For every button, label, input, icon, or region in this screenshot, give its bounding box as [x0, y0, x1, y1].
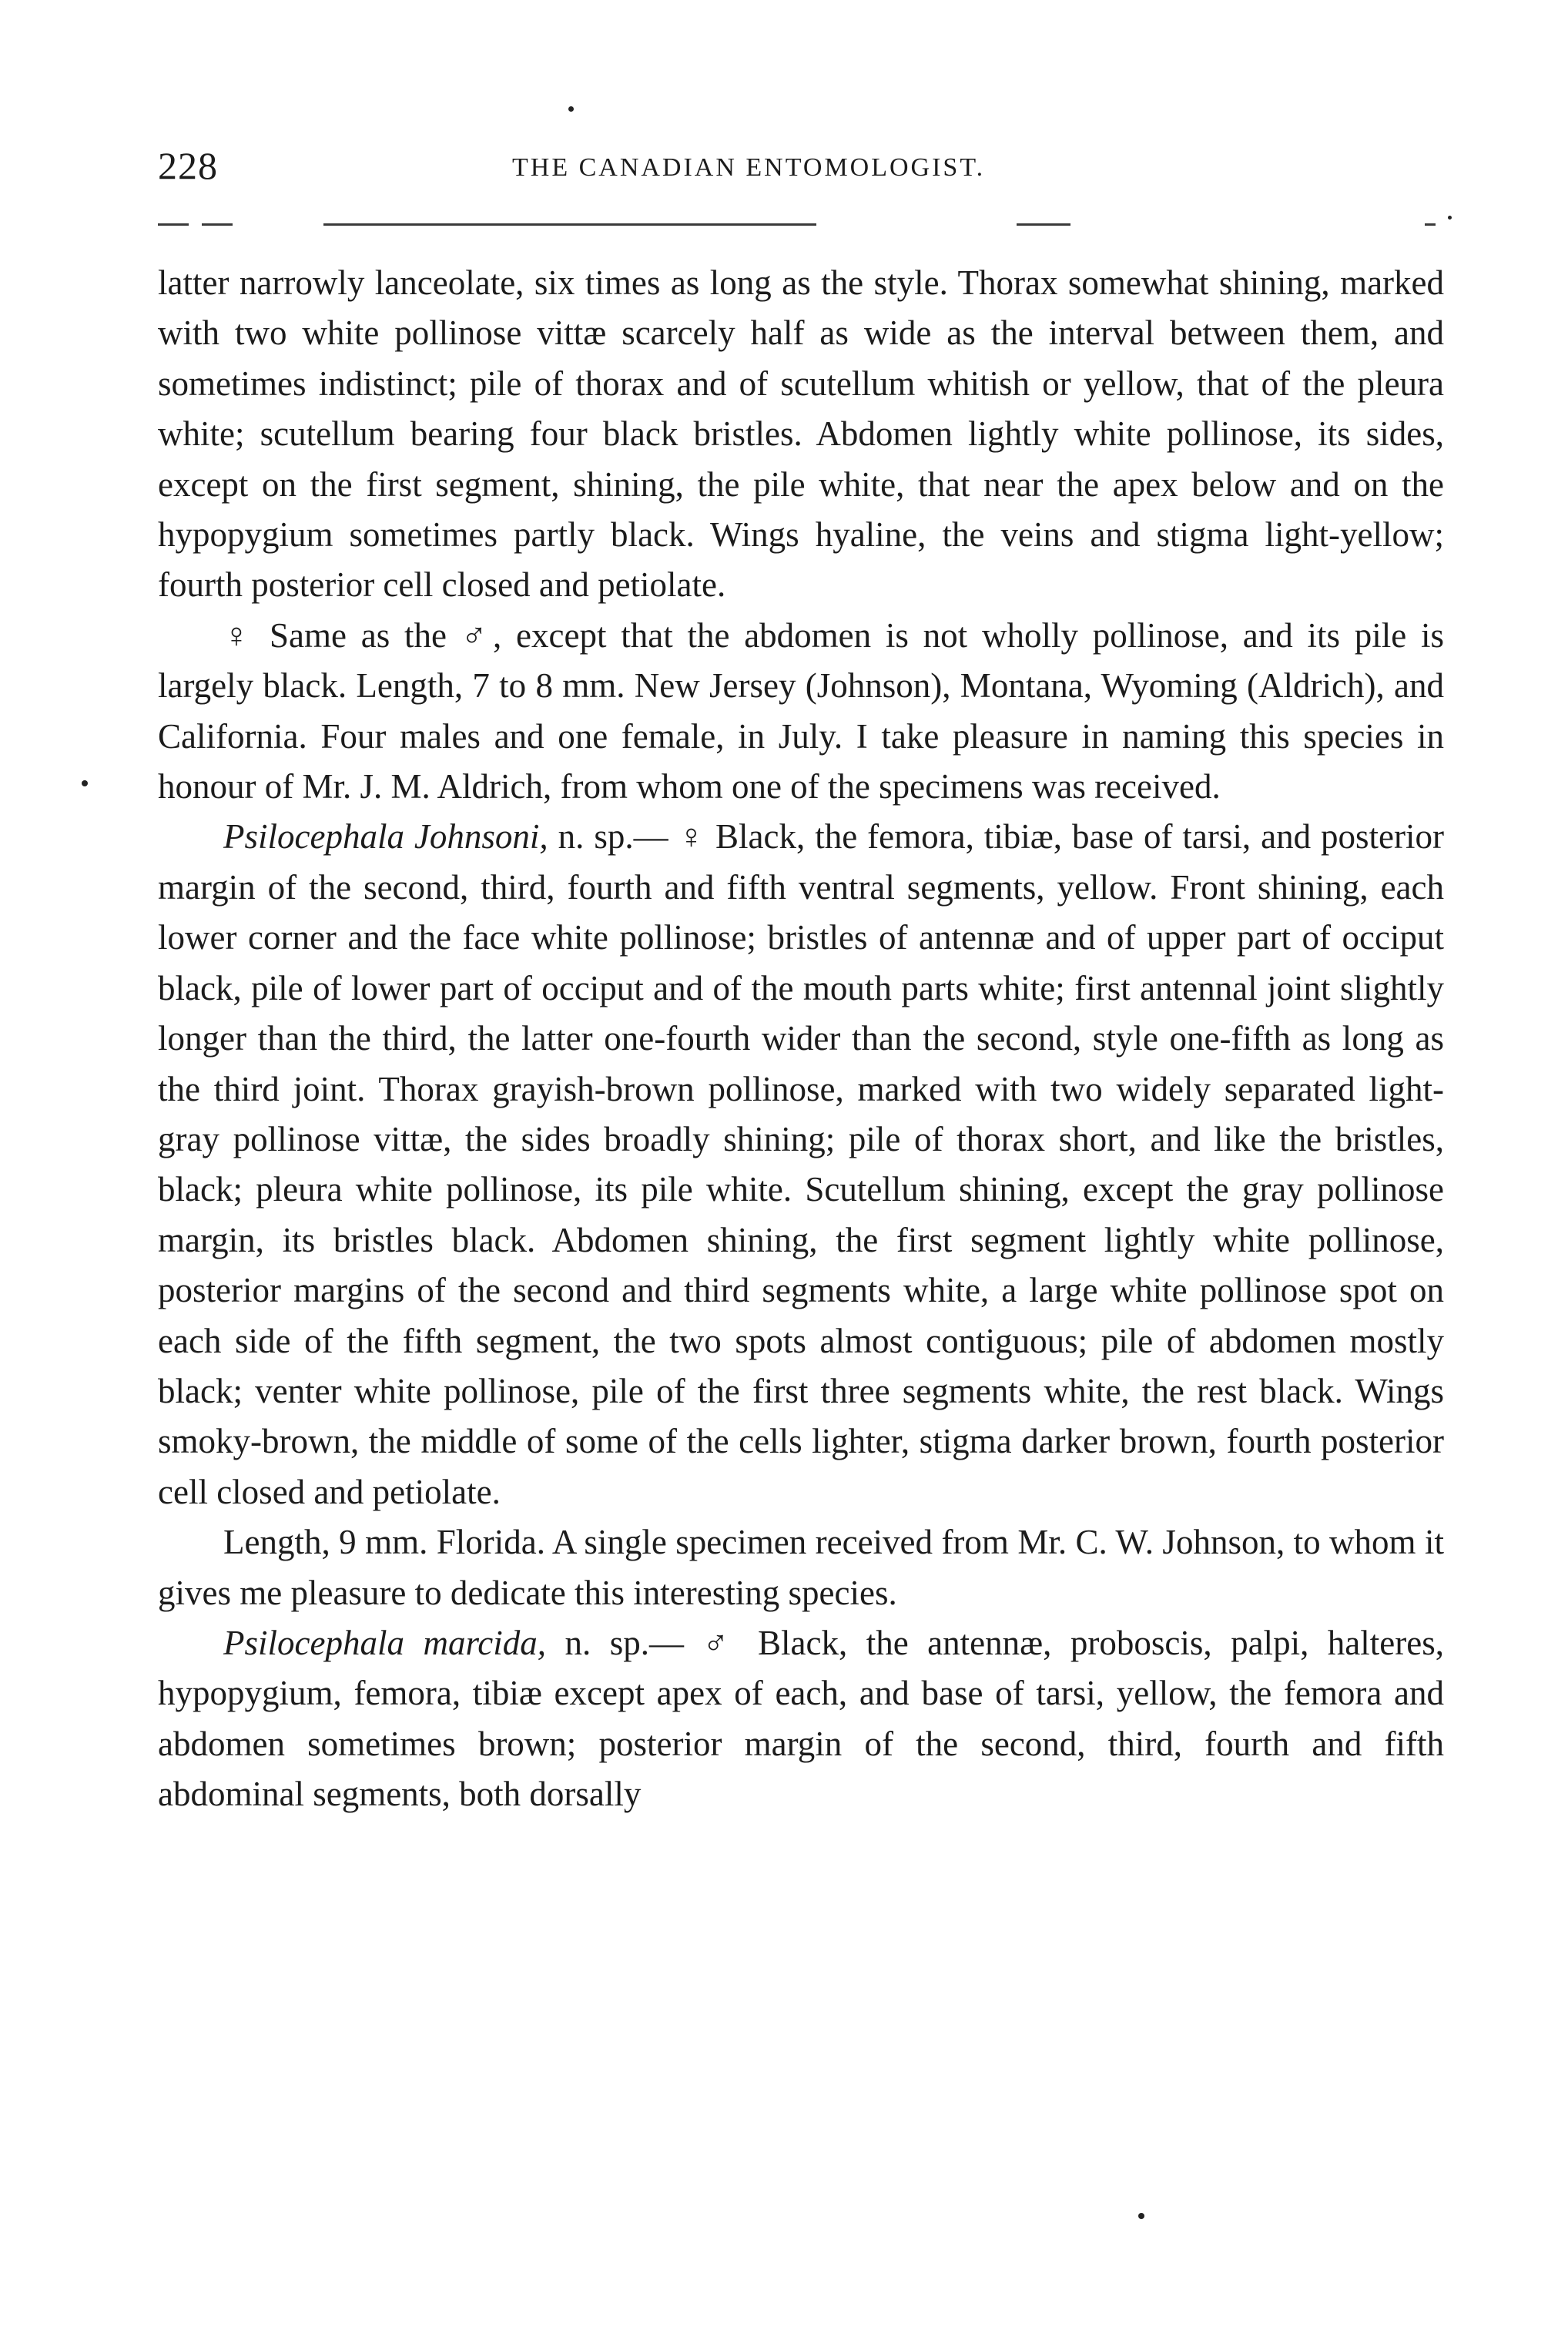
- page-number: 228: [158, 144, 218, 187]
- header-rule: [202, 223, 233, 226]
- species-name: Psilocephala Johnsoni,: [223, 817, 548, 857]
- journal-title: THE CANADIAN ENTOMOLOGIST.: [512, 153, 986, 182]
- scan-speck: [568, 106, 574, 112]
- article-body: [158, 258, 1444, 1820]
- running-header: [158, 142, 1444, 189]
- species-description: n. sp.— ♀ Black, the femora, tibiæ, base of tarsi, and posterior margin of the second, third, fourth and fifth ventral segments, yellow. Front shining, each lower corner and the face white pollinose; bristles of antennæ and of upper part of occiput black, pile of lower part of occiput and of the mouth parts white; first antennal joint slightly longer than the third, the latter one-fourth wider than the second, style one-fifth as long as the third joint. Thorax grayish-brown pollinose, marked with two widely separated light-gray pollinose vittæ, the sides broadly shining; pile of thorax short, and like the bristles, black; pleura white pollinose, its pile white. Scutellum shining, except the gray pollinose margin, its bristles black. Abdomen shining, the first segment lightly white pollinose, posterior margins of the second and third segments white, a large white pollinose spot on each side of the fifth segment, the two spots almost contiguous; pile of abdomen mostly black; venter white pollinose, pile of the first three segments white, the rest black. Wings smoky-brown, the middle of some of the cells lighter, stigma darker brown, fourth posterior cell closed and petiolate.: [158, 817, 1444, 1511]
- species-paragraph: [158, 1618, 1444, 1820]
- header-rule: [323, 223, 816, 226]
- header-rule: [1425, 223, 1436, 226]
- paragraph: Length, 9 mm. Florida. A single specimen received from Mr. C. W. Johnson, to whom it gives me pleasure to dedicate this interesting species.: [158, 1523, 1444, 1612]
- scan-speck: [1138, 2213, 1144, 2219]
- species-paragraph: [158, 812, 1444, 1517]
- species-description: n. sp.— ♂ Black, the antennæ, proboscis, palpi, halteres, hypopygium, femora, tibiæ except apex of each, and base of tarsi, yellow, the femora and abdomen sometimes brown; posterior margin of the second, third, fourth and fifth abdominal segments, both dorsally: [158, 1623, 1444, 1814]
- scan-speck: [82, 780, 88, 786]
- paragraph: latter narrowly lanceolate, six times as long as the style. Thorax somewhat shining, marked with two white pollinose vittæ scarcely half as wide as the interval between them, and sometimes indistinct; pile of thorax and of scutellum whitish or yellow, that of the pleura white; scutellum bearing four black bristles. Abdomen lightly white pollinose, its sides, except on the first segment, shining, the pile white, that near the apex below and on the hypopygium sometimes partly black. Wings hyaline, the veins and stigma light-yellow; fourth posterior cell closed and petiolate.: [158, 263, 1444, 605]
- header-rule: [158, 223, 189, 226]
- species-name: Psilocephala marcida,: [223, 1623, 547, 1662]
- scan-speck: [1448, 216, 1452, 220]
- paragraph: ♀ Same as the ♂, except that the abdomen is not wholly pollinose, and its pile is largely black. Length, 7 to 8 mm. New Jersey (Johnson), Montana, Wyoming (Aldrich), and California. Four males and one female, in July. I take pleasure in naming this species in honour of Mr. J. M. Aldrich, from whom one of the specimens was received.: [158, 615, 1444, 806]
- header-rule: [1017, 223, 1070, 226]
